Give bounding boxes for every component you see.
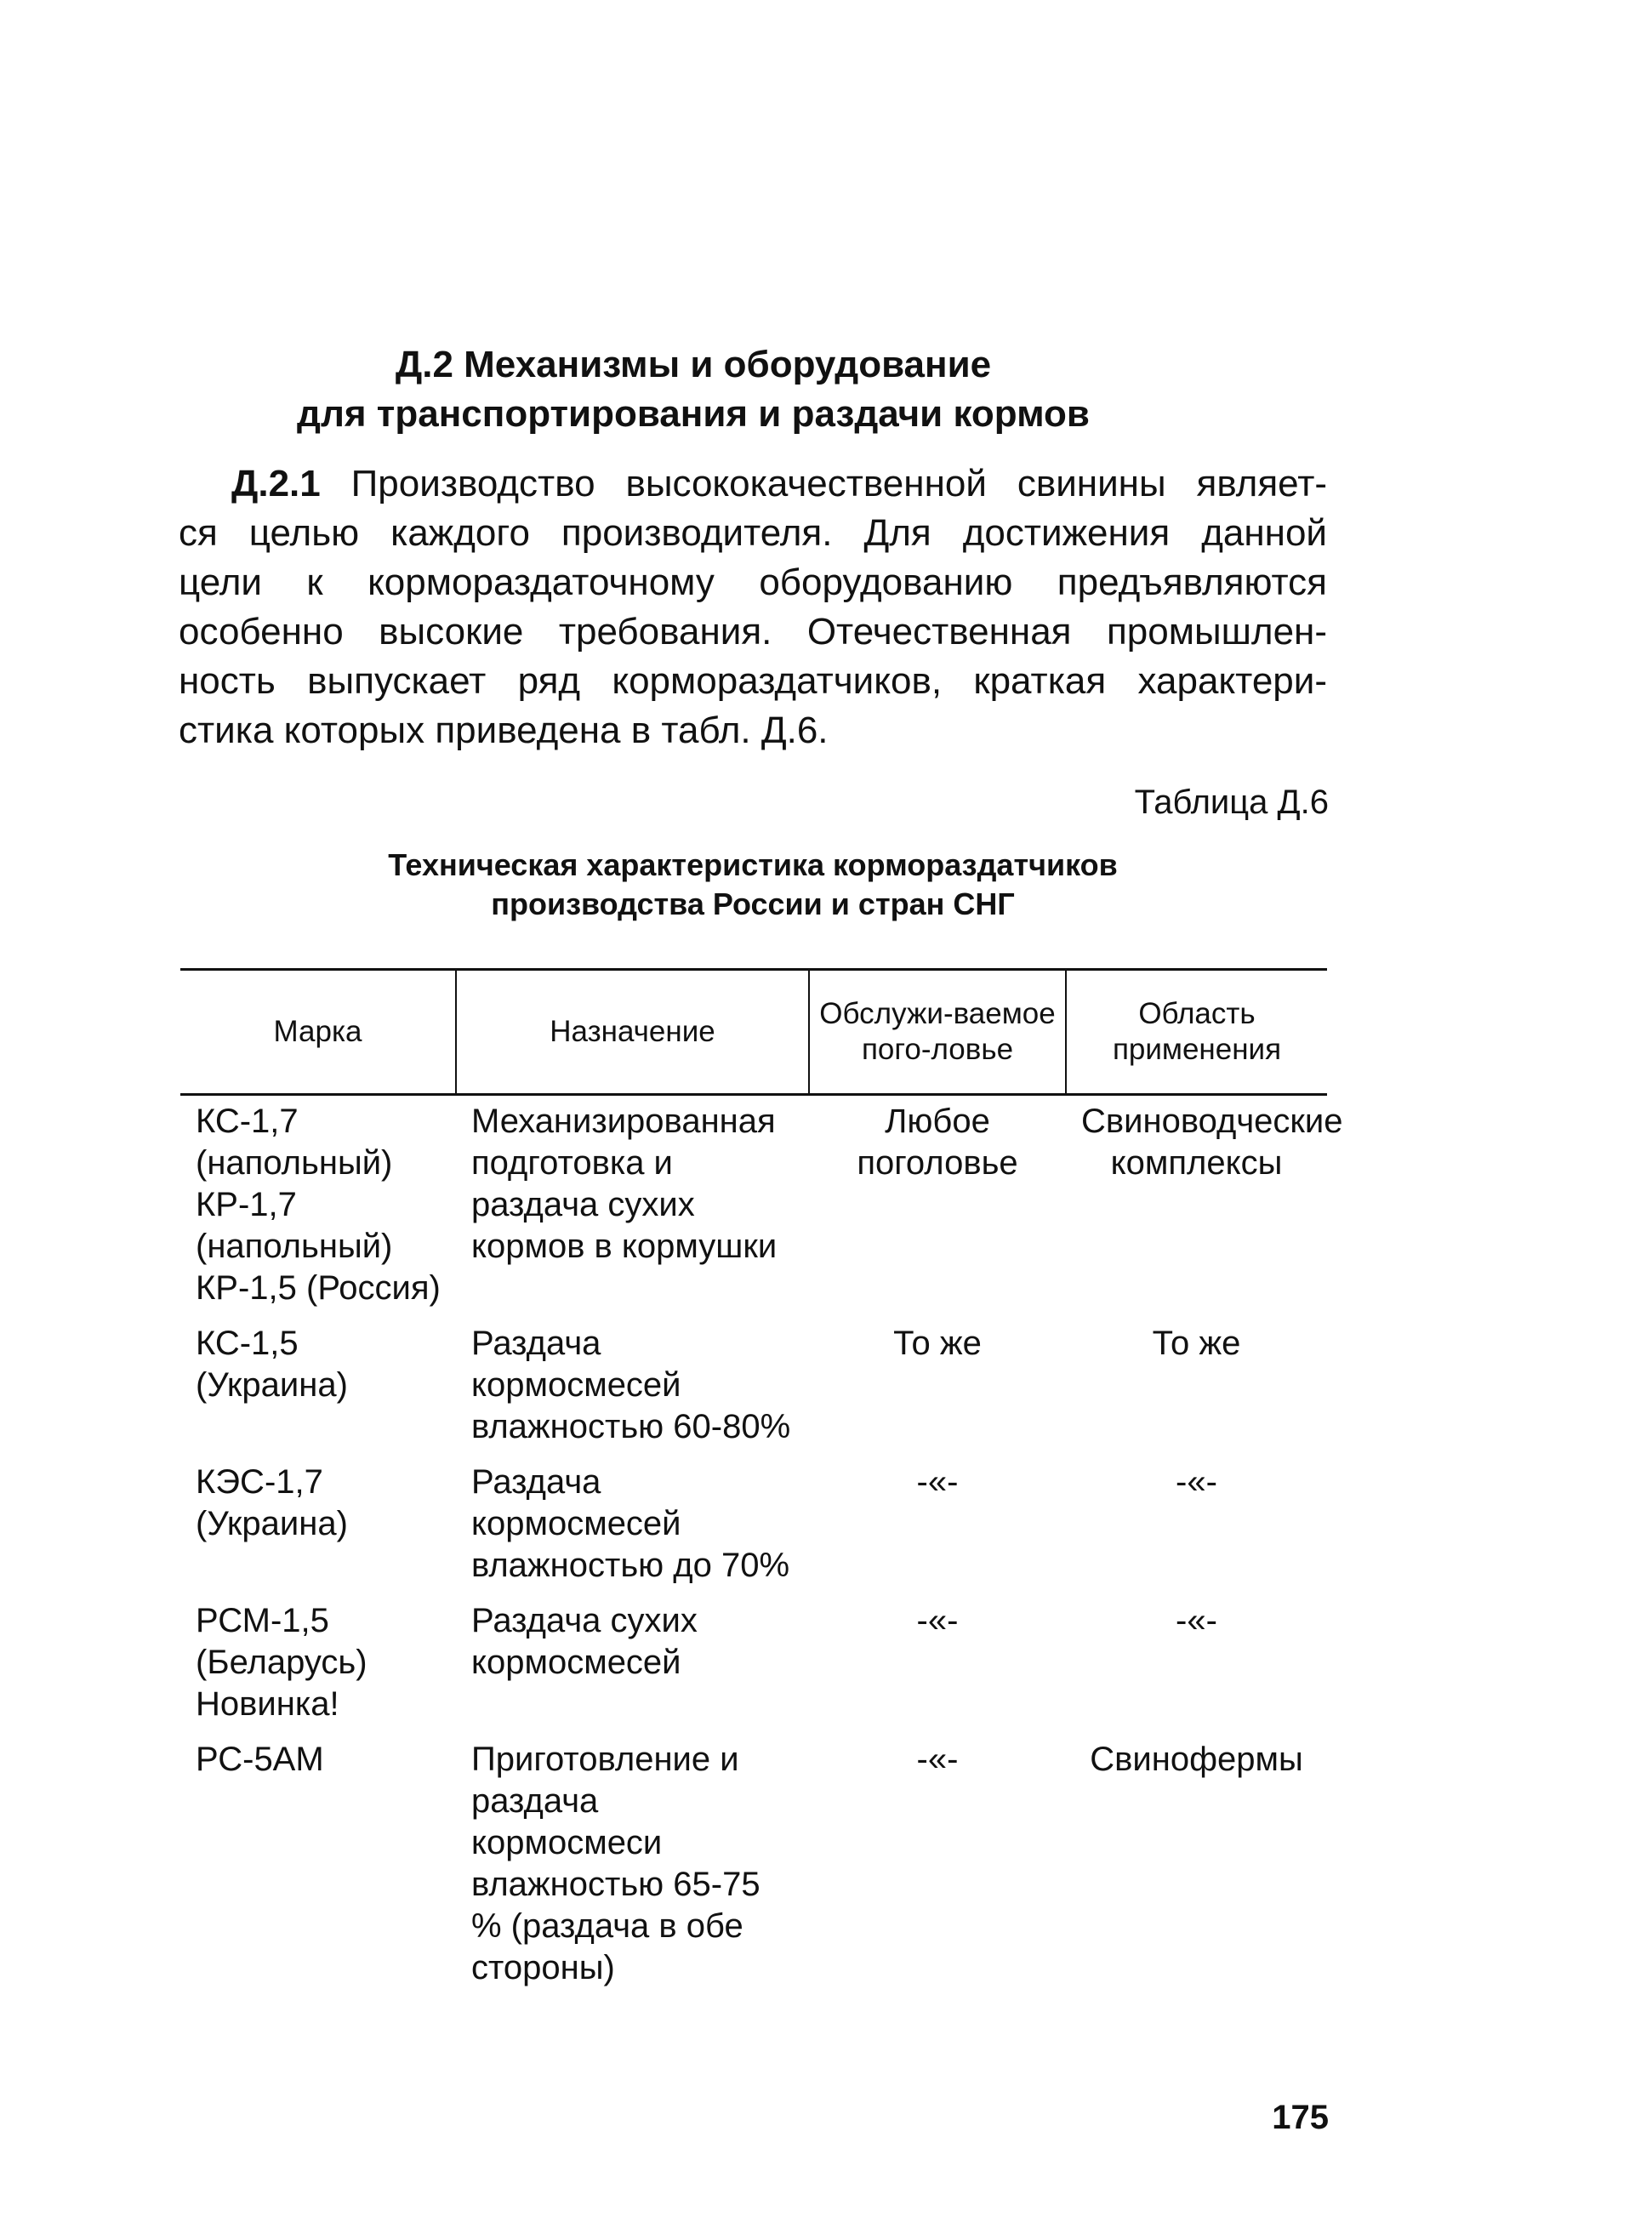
table-label: Таблица Д.6 <box>1134 784 1329 821</box>
table-title-line-2: производства России и стран СНГ <box>491 886 1015 921</box>
header-application: Область применения <box>1066 970 1327 1095</box>
cell-brand <box>180 1095 456 1319</box>
brand-entry: КР-1,5 (Россия) <box>196 1269 441 1307</box>
table-row <box>180 1595 1327 1734</box>
cell-brand <box>180 1734 456 1998</box>
cell-application: Свиноводческие комплексы <box>1081 1103 1343 1182</box>
table-row <box>180 1456 1327 1595</box>
brand-entry: КР-1,7 (напольный) <box>196 1186 393 1265</box>
cell-purpose: Приготовление и раздача кормосмеси влажностью 65-75 % (раздача в обе стороны) <box>471 1741 760 1986</box>
paragraph-line-4: особенно высокие требования. Отечественная промышлен- <box>179 611 1327 653</box>
paragraph-line-1 <box>179 459 1327 509</box>
body-paragraph <box>179 459 1327 755</box>
cell-livestock: То же <box>893 1325 982 1362</box>
table-row <box>180 1318 1327 1456</box>
paragraph-number: Д.2.1 <box>231 463 321 504</box>
table-row <box>180 1734 1327 1998</box>
cell-application: То же <box>1152 1325 1241 1362</box>
table-header-row <box>180 970 1327 1095</box>
feeder-spec-table <box>180 968 1343 1998</box>
brand-entry: КС-1,7 (напольный) <box>196 1103 393 1182</box>
paragraph-line-3: цели к кормораздаточному оборудованию предъявляются <box>179 561 1327 603</box>
brand-entry: КЭС-1,7 (Украина) <box>196 1463 348 1542</box>
page-number: 175 <box>1272 2099 1329 2136</box>
cell-purpose: Раздача кормосмесей влажностью до 70% <box>471 1463 790 1584</box>
cell-application: -«- <box>1176 1463 1217 1501</box>
cell-livestock: Любое поголовье <box>857 1103 1018 1182</box>
paragraph-line-6: стика которых приведена в табл. Д.6. <box>179 710 829 751</box>
cell-purpose: Механизированная подготовка и раздача сухих кормов в кормушки <box>471 1103 778 1265</box>
header-livestock: Обслужи-ваемое пого-ловье <box>809 970 1066 1095</box>
table-row <box>180 1095 1327 1319</box>
section-heading-line-1: Д.2 Механизмы и оборудование <box>395 344 992 385</box>
table-title-line-1: Техническая характеристика кормораздатчиков <box>388 847 1118 882</box>
section-heading-line-2: для транспортирования и раздачи кормов <box>297 393 1090 435</box>
brand-entry: РСМ-1,5 (Беларусь) Новинка! <box>196 1602 367 1723</box>
table-title <box>179 846 1327 924</box>
cell-livestock: -«- <box>916 1602 959 1639</box>
cell-application: -«- <box>1176 1602 1217 1639</box>
cell-livestock: -«- <box>916 1741 959 1778</box>
cell-brand <box>180 1318 456 1456</box>
cell-brand <box>180 1595 456 1734</box>
paragraph-line-1-text: Производство высококачественной свинины являет- <box>350 463 1327 504</box>
paragraph-line-2: ся целью каждого производителя. Для достижения данной <box>179 512 1327 554</box>
brand-entry: КС-1,5 (Украина) <box>196 1325 348 1404</box>
cell-purpose: Раздача сухих кормосмесей <box>471 1602 698 1681</box>
brand-entry: РС-5АМ <box>196 1741 324 1778</box>
header-brand: Марка <box>180 970 456 1095</box>
cell-livestock: -«- <box>916 1463 959 1501</box>
cell-purpose: Раздача кормосмесей влажностью 60-80% <box>471 1325 791 1445</box>
cell-brand <box>180 1456 456 1595</box>
cell-application: Свинофермы <box>1090 1741 1303 1778</box>
paragraph-line-5: ность выпускает ряд кормораздатчиков, краткая характери- <box>179 660 1327 702</box>
header-purpose: Назначение <box>456 970 809 1095</box>
section-heading <box>0 340 1387 439</box>
